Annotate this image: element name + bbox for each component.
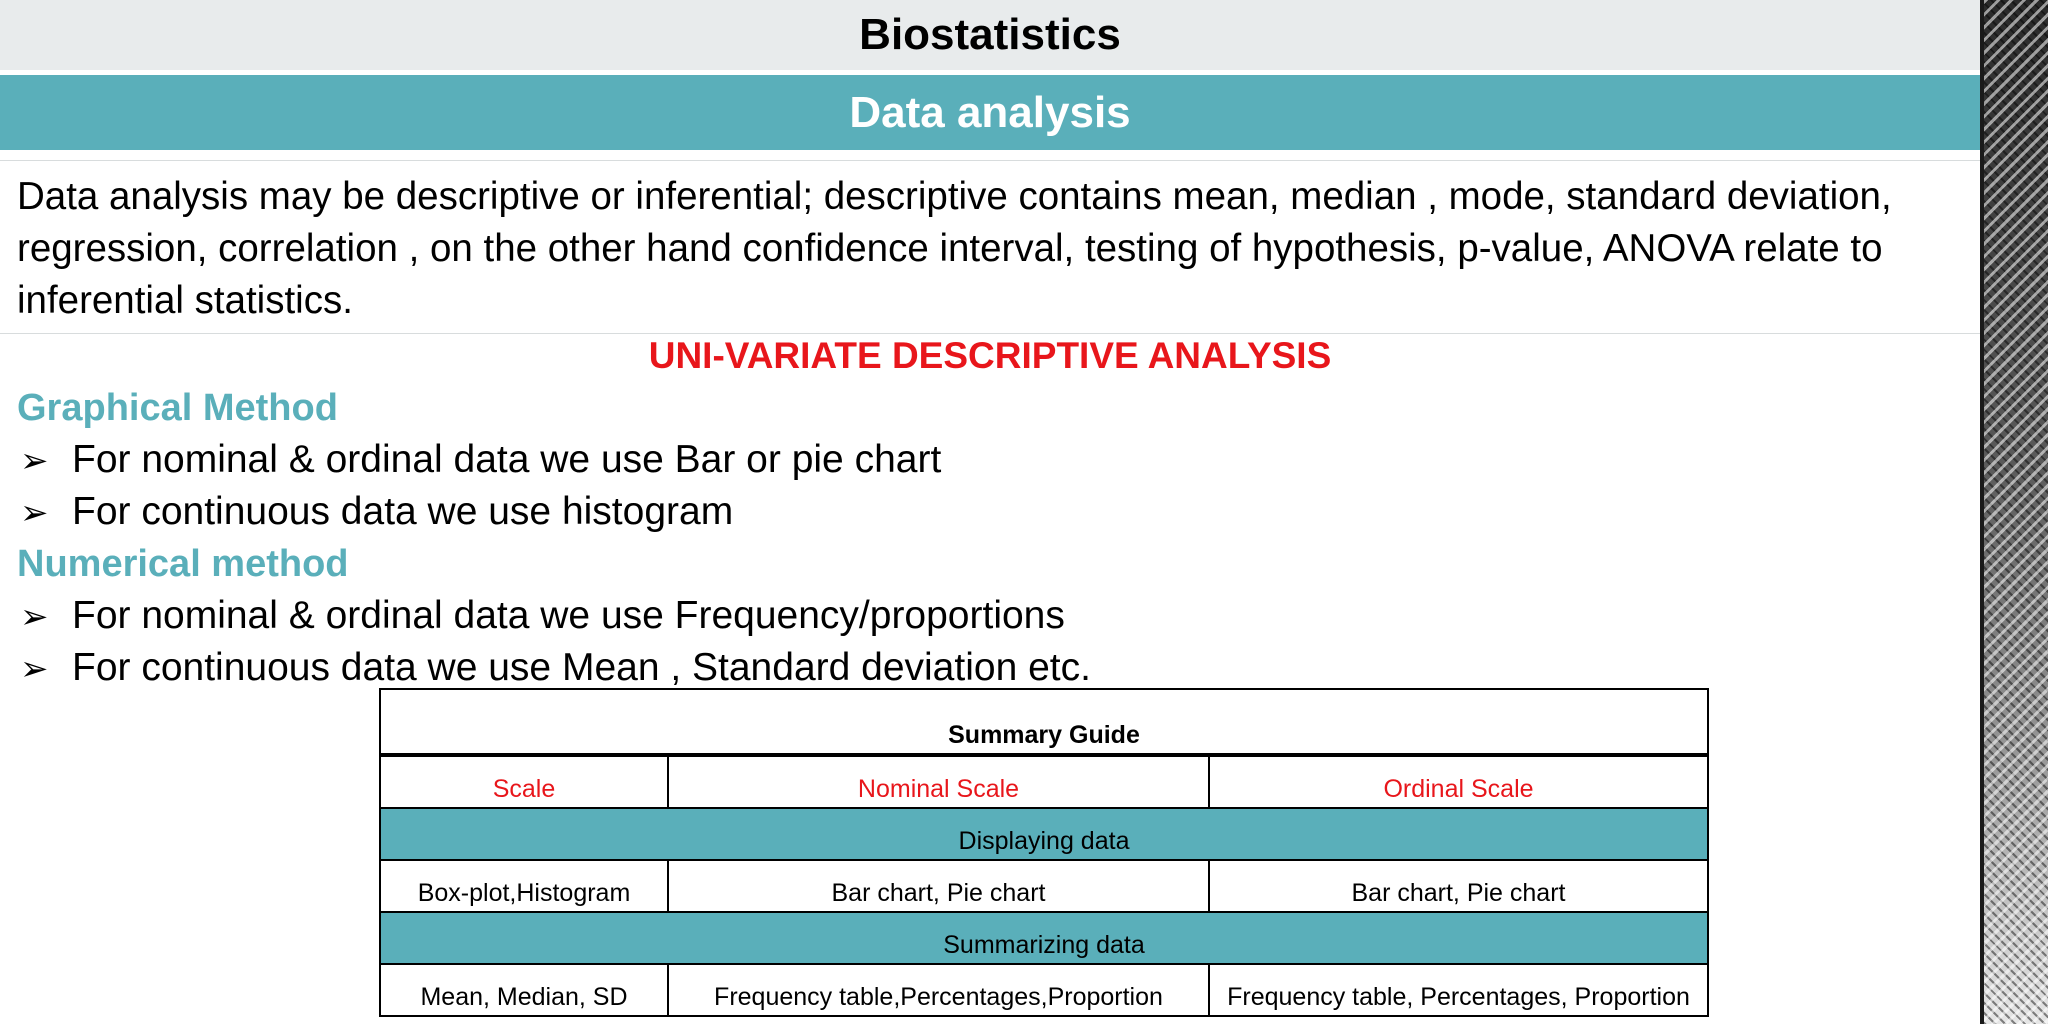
bullet-text: For continuous data we use Mean , Standard deviation etc. — [72, 646, 1091, 689]
table-group-label: Displaying data — [380, 808, 1708, 860]
arrow-bullet-icon: ➢ — [20, 494, 49, 532]
table-row — [380, 860, 1708, 912]
numerical-method-heading: Numerical method — [17, 543, 349, 585]
graphical-method-heading: Graphical Method — [17, 387, 338, 429]
table-group-label: Summarizing data — [380, 912, 1708, 964]
bullet-item — [20, 434, 941, 487]
intro-box — [0, 160, 1980, 334]
table-cell: Bar chart, Pie chart — [1209, 860, 1708, 912]
table-caption-row — [380, 689, 1708, 755]
table-row — [380, 964, 1708, 1016]
table-header-cell: Scale — [380, 755, 668, 808]
intro-text: Data analysis may be descriptive or inferential; descriptive contains mean, median , mode, standard deviation, regression, correlation , on the other hand confidence interval, testing of hypothesis, p-value, ANOVA relate to inferential statistics. — [17, 175, 1892, 322]
table-cell: Bar chart, Pie chart — [668, 860, 1209, 912]
arrow-bullet-icon: ➢ — [20, 650, 49, 688]
table-cell: Mean, Median, SD — [380, 964, 668, 1016]
header-band — [0, 75, 1980, 150]
arrow-bullet-icon: ➢ — [20, 598, 49, 636]
bullet-text: For nominal & ordinal data we use Frequency/proportions — [72, 594, 1065, 637]
title-bar — [0, 0, 1980, 70]
bullet-item — [20, 486, 733, 539]
decorative-edge-strip — [1984, 0, 2048, 1024]
summary-guide-table — [379, 688, 1709, 1017]
table-group-row — [380, 808, 1708, 860]
bullet-item — [20, 590, 1065, 643]
bullet-text: For continuous data we use histogram — [72, 490, 734, 533]
table-cell: Frequency table,Percentages,Proportion — [668, 964, 1209, 1016]
section-header: Data analysis — [849, 87, 1131, 137]
table-caption: Summary Guide — [380, 689, 1708, 755]
slide-title: Biostatistics — [859, 10, 1121, 59]
analysis-title: UNI-VARIATE DESCRIPTIVE ANALYSIS — [648, 335, 1332, 376]
table-header-cell: Ordinal Scale — [1209, 755, 1708, 808]
table-header-row — [380, 755, 1708, 808]
table-group-row — [380, 912, 1708, 964]
bullet-text: For nominal & ordinal data we use Bar or pie chart — [72, 438, 942, 481]
arrow-bullet-icon: ➢ — [20, 442, 49, 480]
table-cell: Frequency table, Percentages, Proportion — [1209, 964, 1708, 1016]
table-header-cell: Nominal Scale — [668, 755, 1209, 808]
table-cell: Box-plot,Histogram — [380, 860, 668, 912]
